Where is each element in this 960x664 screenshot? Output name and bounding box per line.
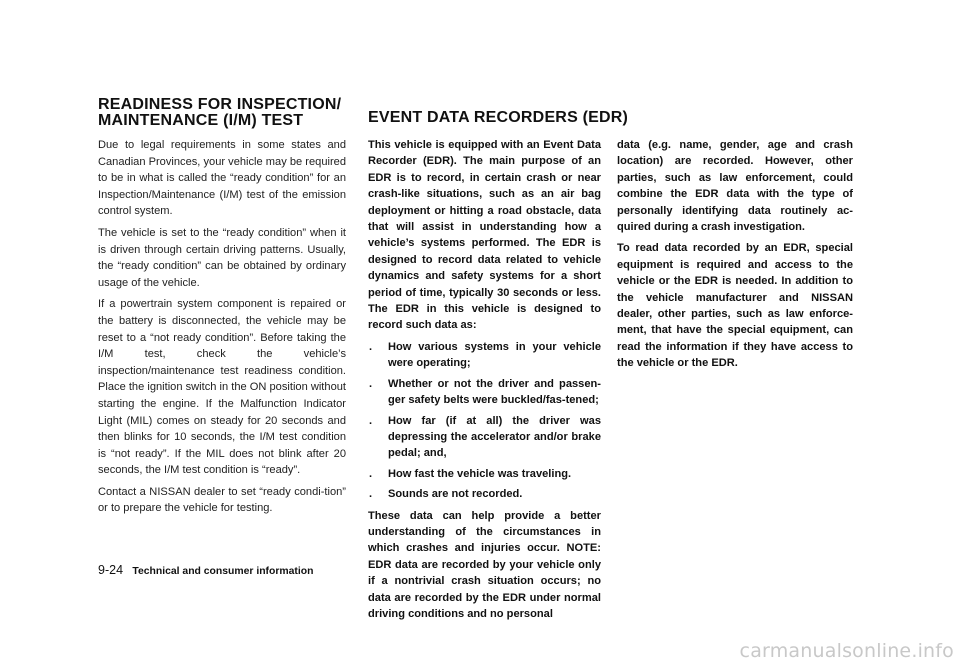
page-number: 9-24 — [98, 563, 124, 577]
middle-column — [368, 137, 601, 627]
edr-read-data-paragraph: To read data recorded by an EDR, special equipment is required and access to the vehicle or the EDR is needed. In addition to the vehicle manufacturer and NISSAN dealer, other parties, such as law enforce-ment, that have the special equipment, can read the information if they have access to the vehicle or the EDR. — [617, 242, 853, 370]
list-item: . Sounds are not recorded. — [368, 486, 601, 502]
list-item: . Whether or not the driver and passen-ger safety belts were buckled/fas-tened; — [369, 377, 601, 407]
bullet-marker: . — [369, 414, 373, 427]
right-column — [617, 137, 853, 377]
edr-intro-paragraph: This vehicle is equipped with an Event Data Recorder (EDR). The main purpose of an EDR is to record, in certain crash or near crash-like situations, such as an air bag deployment or hitting a road obstacle, data that will assist in understanding how a vehicle’s systems performed. The EDR is designed to record data related to vehicle dynamics and safety systems for a short period of time, typically 30 seconds or less. The EDR in this vehicle is designed to record such data as: — [368, 139, 601, 332]
readiness-heading — [98, 97, 341, 129]
watermark: carmanualsonline.info — [739, 640, 954, 662]
edr-heading-text: EVENT DATA RECORDERS (EDR) — [368, 109, 629, 126]
readiness-heading-line1: READINESS FOR INSPECTION/ — [98, 96, 342, 113]
bullet-marker: . — [369, 340, 373, 353]
edr-data-list — [368, 339, 601, 503]
section-title: Technical and consumer information — [132, 566, 314, 577]
readiness-heading-line2: MAINTENANCE (I/M) TEST — [98, 112, 304, 129]
left-column — [98, 137, 346, 522]
edr-continued-paragraph: data (e.g. name, gender, age and crash location) are recorded. However, other parties, such as law enforcement, could combine the EDR data with the type of personally identifying data routinely ac-quired during a crash investigation. — [617, 139, 853, 234]
list-item: . How far (if at all) the driver was depressing the accelerator and/or brake pedal; and, — [369, 414, 601, 460]
list-item: . How various systems in your vehicle were operating; — [369, 340, 601, 370]
page-footer — [98, 563, 313, 577]
bullet-marker: . — [369, 377, 373, 390]
edr-closing-paragraph: These data can help provide a better understanding of the circumstances in which crashes and injuries occur. NOTE: EDR data are recorded by your vehicle only if a nontrivial crash situation occurs; no data are recorded by the EDR under normal driving conditions and no personal — [368, 509, 601, 620]
bullet-marker: . — [369, 488, 373, 501]
readiness-paragraph: Contact a NISSAN dealer to set “ready condi-tion” or to prepare the vehicle for testing. — [98, 485, 346, 515]
edr-heading — [368, 110, 628, 126]
readiness-paragraph: If a powertrain system component is repaired or the battery is disconnected, the vehicle may be reset to a “not ready condition”. Before taking the I/M test, check the vehicle’s inspection/maintenance test readiness condition. Place the ignition switch in the ON position without starting the engine. If the Malfunction Indicator Light (MIL) comes on steady for 20 seconds and then blinks for 10 seconds, the I/M test condition is “not ready”. If the MIL does not blink after 20 seconds, the I/M test condition is “ready”. — [98, 298, 346, 477]
list-item: . How fast the vehicle was traveling. — [368, 466, 601, 482]
bullet-marker: . — [369, 467, 373, 480]
readiness-paragraph: The vehicle is set to the “ready condition” when it is driven through certain driving patterns. Usually, the “ready condition” can be obtained by ordinary usage of the vehicle. — [98, 226, 346, 289]
readiness-paragraph: Due to legal requirements in some states and Canadian Provinces, your vehicle may be required to be in what is called the “ready condition” for an Inspection/Maintenance (I/M) test of the emission control system. — [98, 139, 346, 218]
